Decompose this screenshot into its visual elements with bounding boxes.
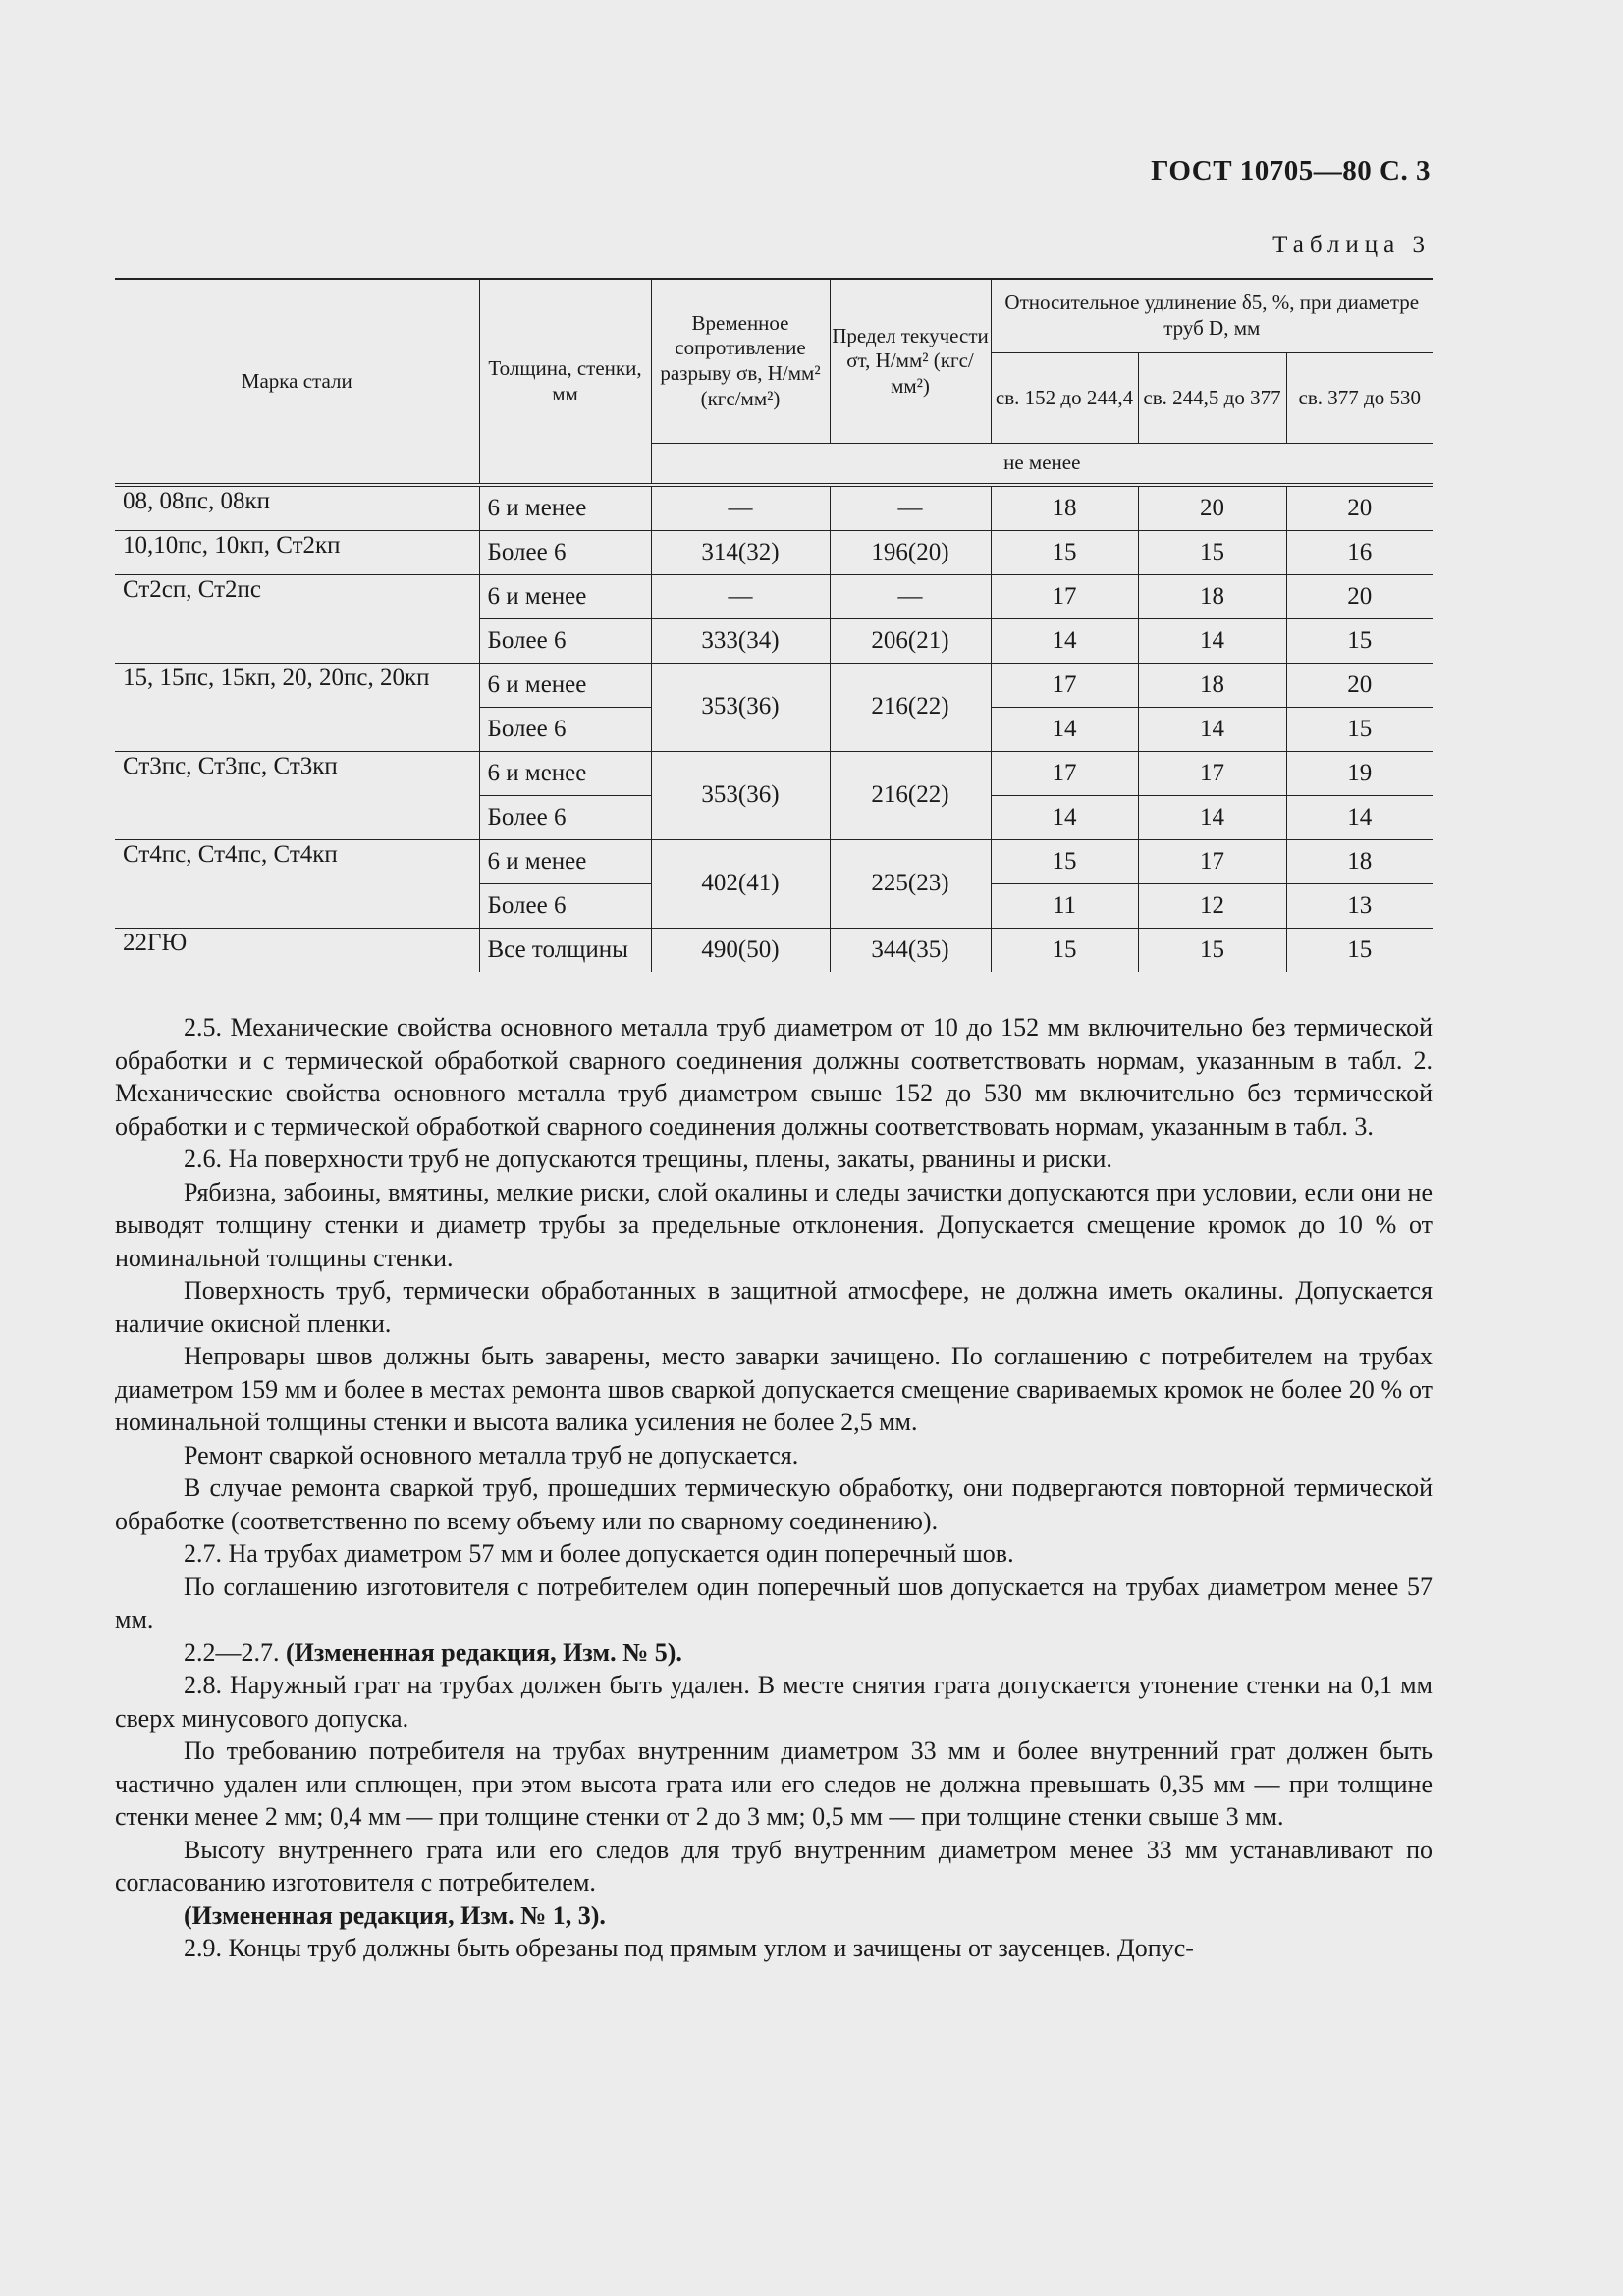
paragraph: В случае ремонта сваркой труб, прошедших термическую обработку, они подвергаются повторной термической обработке (соответственно по всему объему или по сварному соединению). (115, 1473, 1433, 1535)
cell-elong-1: 17 (991, 575, 1138, 619)
table-row (115, 752, 1433, 796)
cell-thickness: Более 6 (479, 619, 651, 664)
cell-elong-1: 17 (991, 664, 1138, 708)
amendment-text: (Измененная редакция, Изм. № 1, 3). (184, 1900, 606, 1930)
cell-elong-3: 15 (1286, 619, 1433, 664)
cell-thickness: 6 и менее (479, 575, 651, 619)
table-row (115, 929, 1433, 973)
cell-yield: 225(23) (830, 840, 991, 929)
cell-elong-1: 18 (991, 485, 1138, 531)
col-header-yield: Предел текучести σт, Н/мм² (кгс/мм²) (830, 279, 991, 444)
cell-grade: Ст3пс, Ст3пс, Ст3кп (115, 752, 479, 840)
col-header-grade: Марка стали (115, 279, 479, 485)
cell-yield: 216(22) (830, 752, 991, 840)
cell-tensile: 333(34) (651, 619, 830, 664)
cell-tensile: 402(41) (651, 840, 830, 929)
cell-elong-3: 14 (1286, 796, 1433, 840)
amendment-note (115, 1899, 1433, 1933)
cell-thickness: 6 и менее (479, 485, 651, 531)
cell-elong-1: 17 (991, 752, 1138, 796)
paragraph-2-8: 2.8. Наружный грат на трубах должен быть удален. В месте снятия грата допускается утонение стенки на 0,1 мм сверх минусового допуска. (115, 1671, 1433, 1733)
cell-tensile: 353(36) (651, 664, 830, 752)
cell-grade: 15, 15пс, 15кп, 20, 20пс, 20кп (115, 664, 479, 752)
cell-elong-3: 20 (1286, 485, 1433, 531)
paragraph: Ремонт сваркой основного металла труб не допускается. (184, 1440, 799, 1469)
paragraph-2-9: 2.9. Концы труб должны быть обрезаны под прямым углом и зачищены от заусенцев. Допус- (184, 1934, 1194, 1962)
col-header-tensile: Временное сопротивление разрыву σв, Н/мм² (кгс/мм²) (651, 279, 830, 444)
cell-elong-1: 14 (991, 619, 1138, 664)
cell-elong-2: 18 (1138, 664, 1286, 708)
cell-grade: 08, 08пс, 08кп (115, 485, 479, 531)
table-caption: Таблица 3 (1272, 232, 1431, 258)
col-header-d2: св. 244,5 до 377 (1138, 352, 1286, 443)
cell-elong-2: 14 (1138, 619, 1286, 664)
table-row (115, 840, 1433, 884)
amendment-prefix: 2.2—2.7. (184, 1637, 286, 1667)
cell-elong-1: 14 (991, 796, 1138, 840)
col-header-not-less: не менее (651, 444, 1433, 486)
table-row (115, 664, 1433, 708)
amendment-note (115, 1636, 1433, 1670)
cell-elong-2: 12 (1138, 884, 1286, 929)
paragraph: Непровары швов должны быть заварены, место заварки зачищено. По соглашению с потребителем на трубах диаметром 159 мм и более в местах ремонта швов сваркой допускается смещение свариваемых кромок не более 20 % от номинальной толщины стенки и высота валика усиления не более 2,5 мм. (115, 1342, 1433, 1436)
cell-thickness: 6 и менее (479, 752, 651, 796)
cell-tensile: — (651, 575, 830, 619)
cell-yield: — (830, 575, 991, 619)
cell-elong-1: 14 (991, 708, 1138, 752)
cell-thickness: 6 и менее (479, 840, 651, 884)
cell-elong-2: 20 (1138, 485, 1286, 531)
cell-thickness: Более 6 (479, 796, 651, 840)
cell-elong-1: 15 (991, 929, 1138, 973)
cell-tensile: 314(32) (651, 531, 830, 575)
paragraph-2-7: 2.7. На трубах диаметром 57 мм и более допускается один поперечный шов. (184, 1539, 1014, 1568)
cell-thickness: Все толщины (479, 929, 651, 973)
cell-grade: 22ГЮ (115, 929, 479, 973)
amendment-text: (Измененная редакция, Изм. № 5). (286, 1637, 682, 1667)
col-header-d3: св. 377 до 530 (1286, 352, 1433, 443)
table-3 (115, 278, 1433, 972)
cell-elong-3: 20 (1286, 575, 1433, 619)
paragraph: По соглашению изготовителя с потребителем один поперечный шов допускается на трубах диаметром менее 57 мм. (115, 1572, 1433, 1633)
cell-tensile: 353(36) (651, 752, 830, 840)
paragraph: Поверхность труб, термически обработанных в защитной атмосфере, не должна иметь окалины. Допускается наличие окисной пленки. (115, 1276, 1433, 1338)
cell-yield: 216(22) (830, 664, 991, 752)
paragraph: По требованию потребителя на трубах внутренним диаметром 33 мм и более внутренний грат должен быть частично удален или сплющен, при этом высота грата или его следов не должна превышать 0,35 мм — при толщине стенки менее 2 мм; 0,4 мм — при толщине стенки от 2 до 3 мм; 0,5 мм — при толщине стенки свыше 3 мм. (115, 1736, 1433, 1831)
cell-elong-2: 14 (1138, 708, 1286, 752)
cell-elong-3: 15 (1286, 929, 1433, 973)
cell-elong-2: 17 (1138, 840, 1286, 884)
cell-yield: 206(21) (830, 619, 991, 664)
col-header-elongation: Относительное удлинение δ5, %, при диаметре труб D, мм (991, 279, 1433, 352)
cell-grade: Ст2сп, Ст2пс (115, 575, 479, 664)
col-header-thickness: Толщина, стенки, мм (479, 279, 651, 485)
cell-elong-1: 15 (991, 840, 1138, 884)
cell-elong-1: 15 (991, 531, 1138, 575)
cell-elong-1: 11 (991, 884, 1138, 929)
cell-elong-2: 18 (1138, 575, 1286, 619)
cell-yield: 344(35) (830, 929, 991, 973)
paragraph-2-5: 2.5. Механические свойства основного металла труб диаметром от 10 до 152 мм включительно без термической обработки и с термической обработкой сварного соединения должны соответствовать нормам, указанным в табл. 2. Механические свойства основного металла труб диаметром свыше 152 до 530 мм включительно без термической обработки и с термической обработкой сварного соединения должны соответствовать нормам, указанным в табл. 3. (115, 1013, 1433, 1141)
cell-thickness: Более 6 (479, 531, 651, 575)
cell-thickness: Более 6 (479, 884, 651, 929)
table-row (115, 485, 1433, 531)
cell-yield: 196(20) (830, 531, 991, 575)
cell-elong-3: 16 (1286, 531, 1433, 575)
cell-grade: 10,10пс, 10кп, Ст2кп (115, 531, 479, 575)
cell-elong-2: 15 (1138, 929, 1286, 973)
cell-elong-2: 15 (1138, 531, 1286, 575)
cell-elong-2: 17 (1138, 752, 1286, 796)
cell-grade: Ст4пс, Ст4пс, Ст4кп (115, 840, 479, 929)
cell-tensile: — (651, 485, 830, 531)
cell-elong-2: 14 (1138, 796, 1286, 840)
paragraph: Рябизна, забоины, вмятины, мелкие риски, слой окалины и следы зачистки допускаются при условии, если они не выводят толщину стенки и диаметр трубы за предельные отклонения. Допускается смещение кромок до 10 % от номинальной толщины стенки. (115, 1177, 1433, 1272)
cell-elong-3: 15 (1286, 708, 1433, 752)
cell-thickness: Более 6 (479, 708, 651, 752)
paragraph-2-6: 2.6. На поверхности труб не допускаются трещины, плены, закаты, рванины и риски. (184, 1145, 1112, 1173)
cell-elong-3: 19 (1286, 752, 1433, 796)
cell-elong-3: 13 (1286, 884, 1433, 929)
body-text (115, 1011, 1433, 1965)
cell-tensile: 490(50) (651, 929, 830, 973)
page-header: ГОСТ 10705—80 С. 3 (1151, 155, 1431, 187)
col-header-d1: св. 152 до 244,4 (991, 352, 1138, 443)
cell-elong-3: 20 (1286, 664, 1433, 708)
cell-yield: — (830, 485, 991, 531)
cell-thickness: 6 и менее (479, 664, 651, 708)
table-row (115, 575, 1433, 619)
table-row (115, 531, 1433, 575)
cell-elong-3: 18 (1286, 840, 1433, 884)
paragraph: Высоту внутреннего грата или его следов для труб внутренним диаметром менее 33 мм устанавливают по согласованию изготовителя с потребителем. (115, 1835, 1433, 1896)
